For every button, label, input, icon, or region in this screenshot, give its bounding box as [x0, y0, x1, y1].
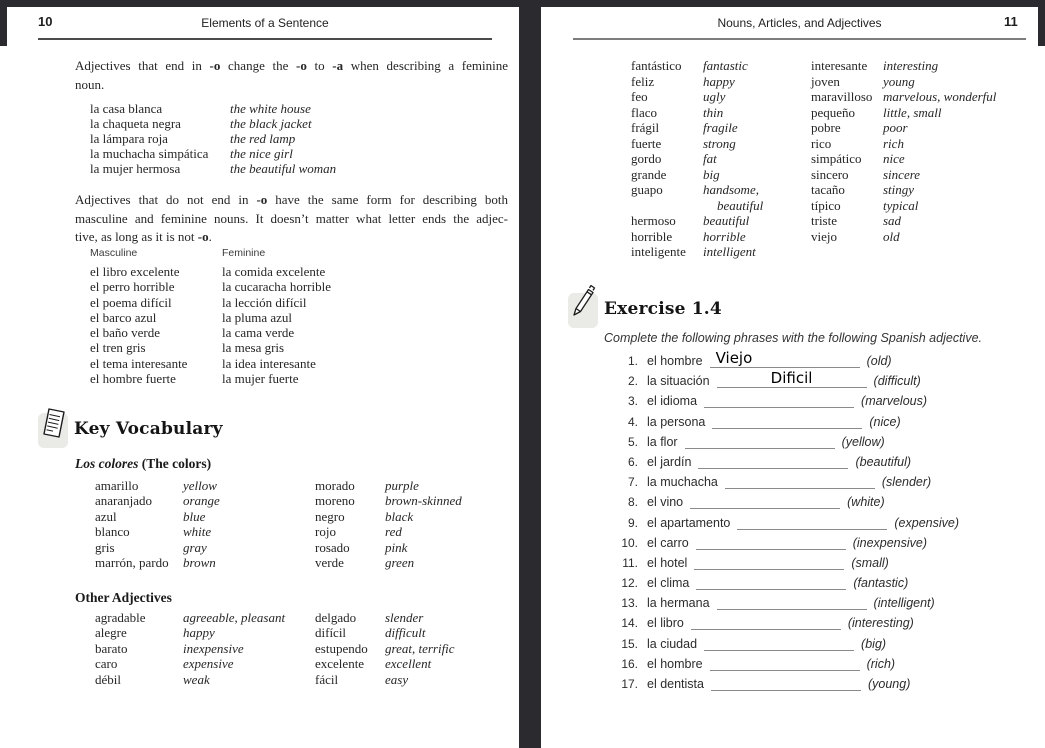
english-translation: nice	[883, 151, 905, 166]
answer-field[interactable]	[694, 555, 844, 570]
english-translation: ugly	[703, 89, 726, 104]
spanish-word: inteligente	[631, 244, 686, 259]
answer-field[interactable]	[711, 676, 861, 691]
item-phrase: la ciudad	[647, 636, 698, 651]
item-hint: (interesting)	[847, 616, 914, 631]
spanish-word: agradable	[95, 610, 146, 625]
english-translation: blue	[183, 508, 206, 524]
spanish-word: típico	[811, 197, 841, 213]
answer-field[interactable]	[696, 535, 846, 550]
item-number: 13.	[621, 596, 638, 611]
spanish-word: interesante	[811, 58, 868, 73]
exercise-item	[610, 391, 959, 411]
spanish-word: moreno	[315, 493, 355, 509]
item-number: 5.	[627, 434, 638, 449]
masculine-cell: el baño verde	[90, 325, 161, 341]
gender-row	[90, 356, 331, 371]
spanish-word: verde	[315, 555, 344, 571]
spanish-word: alegre	[95, 625, 127, 641]
english-translation: the nice girl	[230, 145, 293, 161]
exercise-instruction: Complete the following phrases with the following Spanish adjective.	[604, 331, 982, 345]
spanish-phrase: la chaqueta negra	[90, 115, 181, 131]
item-hint: (slender)	[881, 475, 932, 490]
spanish-word: fácil	[315, 671, 339, 687]
paragraph-line	[75, 191, 508, 210]
item-hint: (old)	[866, 354, 892, 368]
exercise-list	[610, 351, 959, 694]
vocab-row	[95, 540, 462, 555]
column-header-masculine: Masculine	[90, 247, 138, 259]
english-translation: sincere	[883, 166, 921, 182]
english-translation: fragile	[703, 120, 738, 135]
vocab-row	[95, 493, 462, 508]
spanish-word: fantástico	[631, 58, 682, 73]
feminine-cell: la comida excelente	[222, 264, 326, 279]
paragraph-line	[75, 210, 508, 229]
spanish-word: hermoso	[631, 213, 676, 228]
header-rule	[38, 38, 492, 40]
text-segment: Adjectives that end in	[75, 58, 210, 73]
spanish-word: feo	[631, 89, 648, 104]
paragraph-line	[75, 56, 508, 75]
spanish-word: azul	[95, 508, 117, 524]
item-phrase: el vino	[647, 495, 684, 510]
item-phrase: la flor	[647, 434, 678, 449]
exercise-item	[610, 553, 959, 573]
spanish-word: maravilloso	[811, 89, 873, 104]
spanish-word: débil	[95, 671, 121, 687]
gender-row	[90, 295, 331, 310]
item-phrase: la muchacha	[647, 475, 718, 490]
feminine-cell: la cama verde	[222, 325, 295, 341]
spanish-word: guapo	[631, 182, 663, 197]
item-hint: (difficult)	[873, 374, 921, 389]
vocab-row	[95, 509, 462, 524]
item-number: 2.	[627, 374, 638, 389]
answer-field[interactable]	[710, 656, 860, 671]
page-number: 10	[38, 14, 53, 29]
spanish-word: viejo	[811, 228, 837, 244]
answer-field[interactable]	[691, 615, 841, 630]
spanish-word: triste	[811, 213, 837, 228]
text-segment: masculine and feminine nouns. It doesn’t matter what letter ends the adjec-	[75, 210, 508, 226]
answer-field[interactable]	[685, 434, 835, 449]
english-translation: old	[883, 228, 900, 244]
text-segment: to	[306, 58, 333, 73]
answer-field[interactable]	[725, 474, 875, 489]
vocab-row	[95, 610, 455, 625]
text-segment: -o	[209, 58, 221, 73]
english-translation: rich	[883, 135, 904, 151]
spanish-word: rojo	[315, 524, 336, 540]
item-phrase: el dentista	[647, 677, 704, 691]
spanish-word: delgado	[315, 610, 357, 625]
english-translation: interesting	[883, 58, 939, 73]
exercise-item	[610, 593, 959, 613]
gender-row	[90, 310, 331, 325]
spanish-word: gordo	[631, 151, 662, 166]
item-number: 16.	[621, 656, 638, 671]
spanish-word: horrible	[631, 228, 673, 244]
english-translation: slender	[385, 610, 424, 625]
spanish-word	[631, 198, 703, 214]
item-phrase: el apartamento	[647, 515, 731, 530]
key-vocabulary-icon-chip	[38, 413, 68, 448]
masculine-cell: el tema interesante	[90, 355, 188, 371]
item-phrase: el libro	[647, 616, 684, 631]
exercise-item	[610, 371, 959, 391]
masculine-cell: el libro excelente	[90, 264, 180, 279]
exercise-item	[610, 492, 959, 512]
colors-list	[95, 478, 462, 570]
exercise-item	[610, 654, 959, 674]
typed-answer: Dificil	[770, 369, 813, 388]
answer-field[interactable]	[696, 575, 846, 590]
vocab-row	[631, 167, 996, 183]
item-number: 3.	[627, 394, 638, 409]
spanish-word: grande	[631, 166, 667, 182]
english-translation: the white house	[230, 101, 311, 116]
item-phrase: la hermana	[647, 596, 710, 611]
spanish-word: gris	[95, 539, 115, 555]
item-hint: (expensive)	[894, 515, 960, 530]
vocab-row	[631, 229, 996, 245]
spanish-word: rico	[811, 135, 832, 151]
item-phrase: el clima	[647, 576, 690, 591]
feminine-cell: la cucaracha horrible	[222, 279, 331, 295]
spanish-word: blanco	[95, 524, 130, 540]
vocab-row	[95, 656, 455, 671]
example-row	[90, 102, 336, 117]
answer-field[interactable]	[704, 636, 854, 651]
spanish-word: rosado	[315, 539, 350, 555]
item-number: 14.	[621, 616, 638, 631]
exercise-item	[610, 472, 959, 492]
english-translation: the black jacket	[230, 115, 312, 131]
vocab-row	[95, 641, 455, 656]
exercise-title: Exercise 1.4	[604, 299, 722, 319]
item-phrase: el hombre	[647, 656, 703, 671]
spanish-word	[811, 244, 883, 260]
typed-answer: Viejo	[715, 349, 753, 367]
text-segment: -o	[197, 229, 209, 244]
english-translation: gray	[183, 539, 207, 555]
masculine-cell: el hombre fuerte	[90, 371, 176, 387]
english-translation: excellent	[385, 656, 432, 672]
item-number: 10.	[621, 535, 638, 550]
spanish-word: barato	[95, 640, 128, 656]
vocab-row	[95, 478, 462, 493]
feminine-cell: la mujer fuerte	[222, 371, 299, 387]
english-translation: strong	[703, 135, 736, 151]
gender-row	[90, 264, 331, 279]
spanish-word: anaranjado	[95, 493, 153, 509]
item-phrase: la situación	[647, 374, 710, 389]
example-row	[90, 147, 336, 162]
item-phrase: el carro	[647, 535, 689, 550]
english-translation: happy	[703, 73, 735, 89]
text-segment: noun.	[75, 77, 105, 92]
vocab-row	[631, 151, 996, 167]
spanish-word: excelente	[315, 656, 365, 672]
vocab-row	[631, 198, 996, 214]
gender-row	[90, 279, 331, 294]
masculine-cell: el tren gris	[90, 340, 146, 356]
answer-field[interactable]	[690, 494, 840, 509]
feminine-cell: la pluma azul	[222, 309, 293, 325]
gender-table	[90, 264, 331, 386]
item-hint: (fantastic)	[853, 576, 909, 591]
pencil-icon	[565, 280, 599, 322]
item-number: 9.	[627, 515, 638, 530]
example-row	[90, 162, 336, 177]
text-segment: when describing a feminine	[343, 58, 508, 73]
spanish-word: caro	[95, 656, 118, 672]
spanish-word: joven	[811, 73, 840, 89]
adjectives-list	[631, 58, 996, 260]
masculine-cell: el poema difícil	[90, 294, 172, 310]
english-translation: orange	[183, 493, 220, 509]
item-phrase: la persona	[647, 414, 706, 429]
english-translation: little, small	[883, 104, 942, 120]
english-translation: brown-skinned	[385, 493, 462, 509]
english-translation: easy	[385, 671, 409, 687]
english-translation: handsome,	[703, 182, 759, 197]
exercise-item	[610, 533, 959, 553]
item-hint: (big)	[861, 636, 887, 651]
english-translation: marvelous, wonderful	[883, 89, 997, 104]
spanish-word: negro	[315, 508, 345, 524]
masculine-cell: el perro horrible	[90, 279, 175, 295]
answer-field[interactable]	[710, 349, 860, 368]
text-segment: have the same form for describing both	[267, 192, 508, 207]
exercise-item	[610, 613, 959, 633]
exercise-item	[610, 432, 959, 452]
spanish-phrase: la lámpara roja	[90, 130, 168, 146]
spanish-phrase: la muchacha simpática	[90, 145, 209, 161]
english-translation: black	[385, 508, 414, 524]
item-number: 4.	[627, 414, 638, 429]
item-phrase: el hotel	[647, 555, 688, 570]
examples-list	[90, 102, 336, 177]
text-segment: .	[208, 229, 212, 244]
vocab-row	[631, 105, 996, 121]
spanish-word: morado	[315, 478, 355, 493]
running-header: Nouns, Articles, and Adjectives	[717, 16, 882, 30]
item-number: 12.	[621, 576, 638, 591]
item-hint: (young)	[867, 677, 911, 691]
spanish-word: sincero	[811, 166, 849, 182]
item-phrase: el hombre	[647, 354, 703, 368]
text-segment: change the	[220, 58, 297, 73]
exercise-item	[610, 573, 959, 593]
text-segment: tive, as long as it is not	[75, 229, 198, 244]
example-row	[90, 132, 336, 147]
english-translation: agreeable, pleasant	[183, 610, 286, 625]
viewer-frame-left	[0, 0, 7, 46]
paragraph-line	[75, 75, 508, 94]
english-translation: difficult	[385, 625, 426, 641]
example-row	[90, 117, 336, 132]
text-segment: -o	[296, 58, 307, 73]
english-translation: inexpensive	[183, 640, 244, 656]
intro-paragraph	[75, 56, 508, 94]
item-hint: (small)	[851, 555, 889, 570]
spanish-phrase: la mujer hermosa	[90, 160, 181, 176]
english-translation: typical	[883, 197, 919, 213]
spanish-word: frágil	[631, 120, 660, 135]
colors-heading-spanish: Los colores	[75, 456, 139, 471]
running-header: Elements of a Sentence	[201, 16, 329, 30]
spanish-word: flaco	[631, 104, 657, 120]
item-phrase: el jardín	[647, 454, 692, 469]
english-translation: the red lamp	[230, 130, 296, 146]
vocab-row	[95, 524, 462, 539]
vocab-row	[95, 672, 455, 687]
english-translation: poor	[883, 120, 908, 135]
text-segment: Adjectives that do not end in	[75, 192, 257, 207]
english-translation: expensive	[183, 656, 234, 672]
english-translation: stingy	[883, 182, 915, 197]
vocab-row	[631, 136, 996, 152]
english-translation: white	[183, 524, 212, 540]
answer-field[interactable]	[698, 454, 848, 469]
english-translation: horrible	[703, 228, 746, 244]
exercise-item	[610, 513, 959, 533]
item-hint: (beautiful)	[855, 454, 912, 469]
english-translation: big	[703, 166, 720, 182]
colors-heading-english: (The colors)	[138, 456, 212, 471]
answer-field[interactable]	[717, 595, 867, 610]
spanish-word: fuerte	[631, 135, 662, 151]
english-translation: fantastic	[703, 58, 748, 73]
masculine-cell: el barco azul	[90, 309, 157, 325]
paragraph-line	[75, 228, 508, 247]
vocab-row	[631, 182, 996, 198]
feminine-cell: la idea interesante	[222, 355, 316, 371]
item-number: 1.	[627, 354, 638, 368]
english-translation: beautiful	[703, 213, 750, 228]
vocab-row	[631, 89, 996, 105]
exercise-icon-chip	[568, 293, 598, 328]
spanish-word: estupendo	[315, 640, 368, 656]
text-segment: -a	[332, 58, 344, 73]
spanish-word: difícil	[315, 625, 347, 641]
english-translation: weak	[183, 671, 210, 687]
exercise-item	[610, 452, 959, 472]
exercise-item	[610, 351, 959, 371]
item-number: 6.	[627, 454, 638, 469]
gender-row	[90, 325, 331, 340]
vocab-row	[631, 120, 996, 136]
english-translation: great, terrific	[385, 640, 455, 656]
english-translation: fat	[703, 151, 717, 166]
gender-row	[90, 340, 331, 355]
english-translation: intelligent	[703, 244, 756, 259]
vocab-row	[631, 244, 996, 260]
item-hint: (rich)	[866, 656, 896, 671]
item-hint: (yellow)	[841, 434, 885, 449]
vocab-row	[95, 555, 462, 570]
feminine-cell: la mesa gris	[222, 340, 285, 356]
page-number: 11	[1004, 14, 1018, 29]
exercise-item	[610, 674, 959, 694]
body-paragraph	[75, 191, 508, 247]
item-hint: (intelligent)	[873, 596, 935, 611]
key-vocabulary-title: Key Vocabulary	[74, 419, 223, 439]
item-number: 17.	[621, 677, 638, 691]
item-number: 11.	[622, 555, 638, 570]
item-hint: (marvelous)	[861, 394, 928, 409]
column-header-feminine: Feminine	[222, 247, 266, 259]
spanish-word: simpático	[811, 151, 862, 166]
spanish-word: amarillo	[95, 478, 139, 493]
book-gutter	[519, 0, 541, 748]
spanish-word: pequeño	[811, 104, 856, 120]
other-adjectives-list	[95, 610, 455, 687]
item-phrase: el idioma	[647, 394, 698, 409]
vocab-row	[631, 74, 996, 90]
notepad-icon	[36, 402, 70, 442]
spanish-word: feliz	[631, 73, 655, 89]
english-translation: purple	[385, 478, 419, 493]
item-number: 15.	[621, 636, 638, 651]
english-translation: green	[385, 555, 415, 571]
spanish-word: pobre	[811, 120, 841, 135]
english-translation: sad	[883, 213, 902, 228]
other-adjectives-heading: Other Adjectives	[75, 590, 172, 605]
answer-field[interactable]	[704, 393, 854, 408]
spanish-word: marrón, pardo	[95, 555, 169, 571]
answer-field[interactable]	[737, 515, 887, 530]
exercise-item	[610, 412, 959, 432]
english-translation: brown	[183, 555, 216, 571]
vocab-row	[631, 213, 996, 229]
vocab-row	[631, 58, 996, 74]
spanish-word: tacaño	[811, 182, 845, 197]
item-number: 8.	[627, 495, 638, 510]
header-rule	[573, 38, 1026, 40]
gender-row	[90, 371, 331, 386]
english-translation: pink	[385, 539, 408, 555]
vocab-row	[95, 625, 455, 640]
exercise-item	[610, 634, 959, 654]
item-hint: (white)	[847, 495, 885, 510]
english-translation: happy	[183, 625, 215, 641]
item-number: 7.	[627, 475, 638, 490]
english-translation: red	[385, 524, 402, 540]
english-translation: beautiful	[717, 197, 764, 213]
english-translation: young	[883, 73, 915, 89]
answer-field[interactable]	[717, 369, 867, 388]
viewer-frame-right	[1038, 0, 1045, 46]
colors-heading	[75, 456, 211, 472]
text-segment: -o	[256, 192, 268, 207]
item-hint: (nice)	[869, 414, 901, 429]
english-translation: the beautiful woman	[230, 160, 337, 176]
english-translation: yellow	[183, 478, 217, 493]
spanish-phrase: la casa blanca	[90, 101, 163, 116]
english-translation: thin	[703, 104, 724, 120]
answer-field[interactable]	[712, 414, 862, 429]
item-hint: (inexpensive)	[852, 535, 928, 550]
feminine-cell: la lección difícil	[222, 294, 307, 310]
